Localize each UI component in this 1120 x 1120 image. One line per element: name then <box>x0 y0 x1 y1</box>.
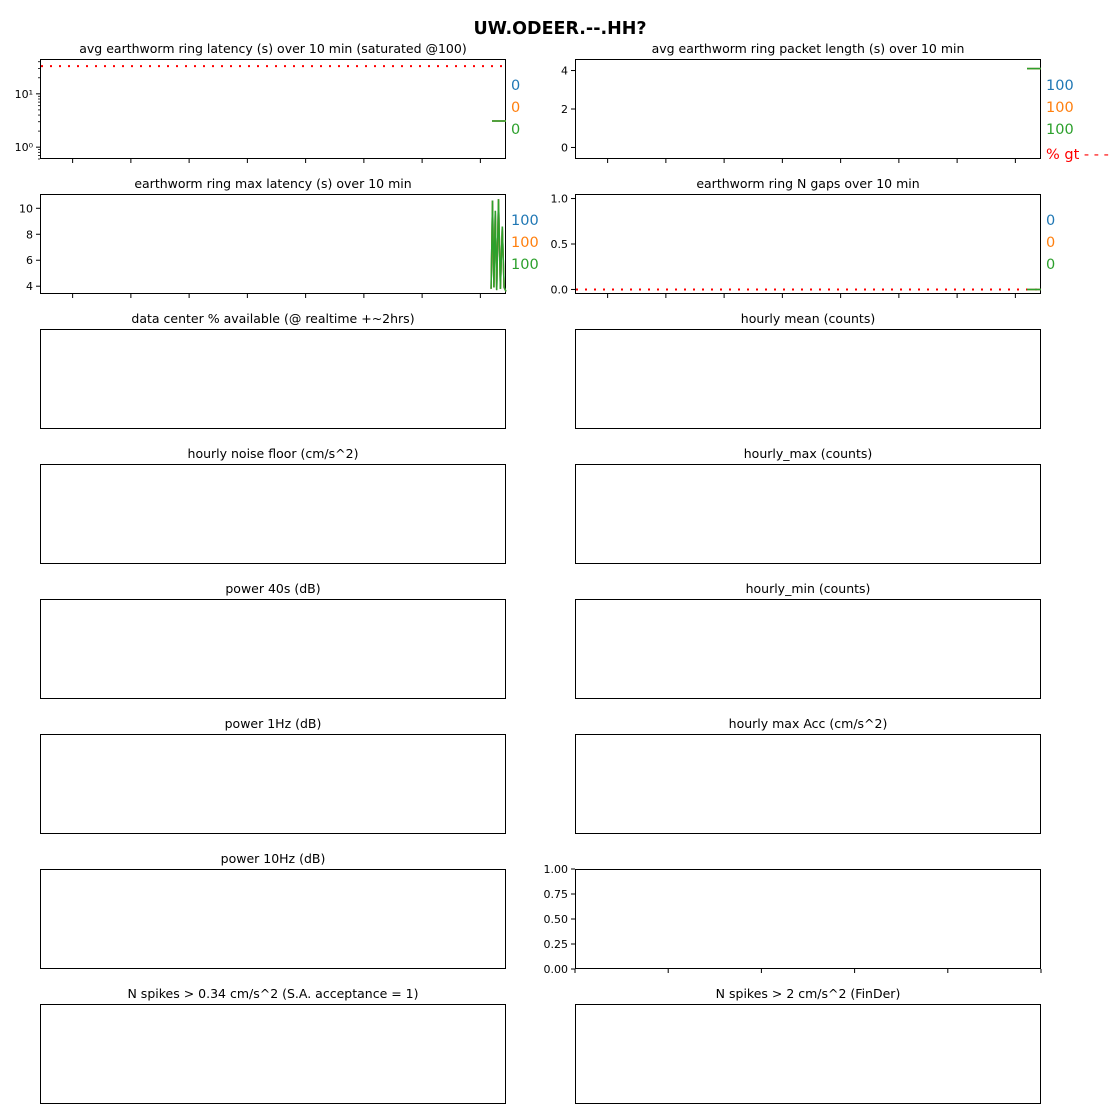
hourly-mean-title: hourly mean (counts) <box>740 311 876 326</box>
avg-packet-length-side-label: 100 <box>1046 122 1074 138</box>
avg-latency-side-label: 0 <box>511 122 521 138</box>
n-gaps-side-label: 0 <box>1046 257 1056 273</box>
max-latency-ytick-label: 4 <box>26 280 33 294</box>
hourly-min-title: hourly_min (counts) <box>745 581 871 596</box>
n-gaps-ytick-label: 0.5 <box>550 238 568 251</box>
avg-latency-ytick-label: 10⁰ <box>14 141 33 155</box>
max-latency-ytick-label: 10 <box>19 202 33 216</box>
n-spikes-2-title: N spikes > 2 cm/s^2 (FinDer) <box>715 986 901 1001</box>
blank-axes-ytick-label: 0.00 <box>543 963 568 976</box>
avg-packet-length-ytick-label: 2 <box>561 103 568 116</box>
n-gaps-title: earthworm ring N gaps over 10 min <box>696 176 920 191</box>
avg-packet-length-side-label: 100 <box>1046 100 1074 116</box>
avg-latency-side-label: 0 <box>511 78 521 94</box>
max-latency-side-label: 100 <box>511 213 539 229</box>
hourly-noise-floor-title: hourly noise floor (cm/s^2) <box>187 446 359 461</box>
n-spikes-034-title: N spikes > 0.34 cm/s^2 (S.A. acceptance = 1) <box>127 986 419 1001</box>
n-gaps-ytick-label: 0.0 <box>550 283 568 297</box>
blank-axes-ytick-label: 1.00 <box>543 863 568 876</box>
figure-title: UW.ODEER.--.HH? <box>473 19 647 39</box>
blank-axes-ytick-label: 0.25 <box>543 938 568 951</box>
avg-latency-ytick-label: 10¹ <box>14 87 33 101</box>
power-10hz-title: power 10Hz (dB) <box>220 851 326 866</box>
avg-packet-length-ytick-label: 0 <box>561 141 568 155</box>
hourly-max-acc-title: hourly max Acc (cm/s^2) <box>728 716 888 731</box>
power-1hz-title: power 1Hz (dB) <box>224 716 322 731</box>
blank-axes-ytick-label: 0.50 <box>543 913 568 926</box>
max-latency-ytick-label: 8 <box>26 228 33 242</box>
blank-axes-ytick-label: 0.75 <box>543 888 568 901</box>
n-gaps-side-label: 0 <box>1046 213 1056 229</box>
avg-packet-length-title: avg earthworm ring packet length (s) over 10 min <box>651 41 965 56</box>
max-latency-side-label: 100 <box>511 235 539 251</box>
n-gaps-side-label: 0 <box>1046 235 1056 251</box>
max-latency-ytick-label: 6 <box>26 254 33 268</box>
max-latency-title: earthworm ring max latency (s) over 10 min <box>134 176 412 191</box>
power-40s-title: power 40s (dB) <box>225 581 321 596</box>
n-gaps-ytick-label: 1.0 <box>550 192 568 206</box>
avg-latency-title: avg earthworm ring latency (s) over 10 min (saturated @100) <box>79 41 467 56</box>
avg-latency-side-label: 0 <box>511 100 521 116</box>
avg-packet-length-side-label: 100 <box>1046 78 1074 94</box>
max-latency-side-label: 100 <box>511 257 539 273</box>
dc-available-title: data center % available (@ realtime +~2hrs) <box>131 311 415 326</box>
max-latency-series-c2 <box>491 199 506 291</box>
hourly-max-title: hourly_max (counts) <box>743 446 873 461</box>
avg-packet-length-gt-label: % gt - - - <box>1046 147 1109 163</box>
avg-packet-length-ytick-label: 4 <box>561 64 568 78</box>
